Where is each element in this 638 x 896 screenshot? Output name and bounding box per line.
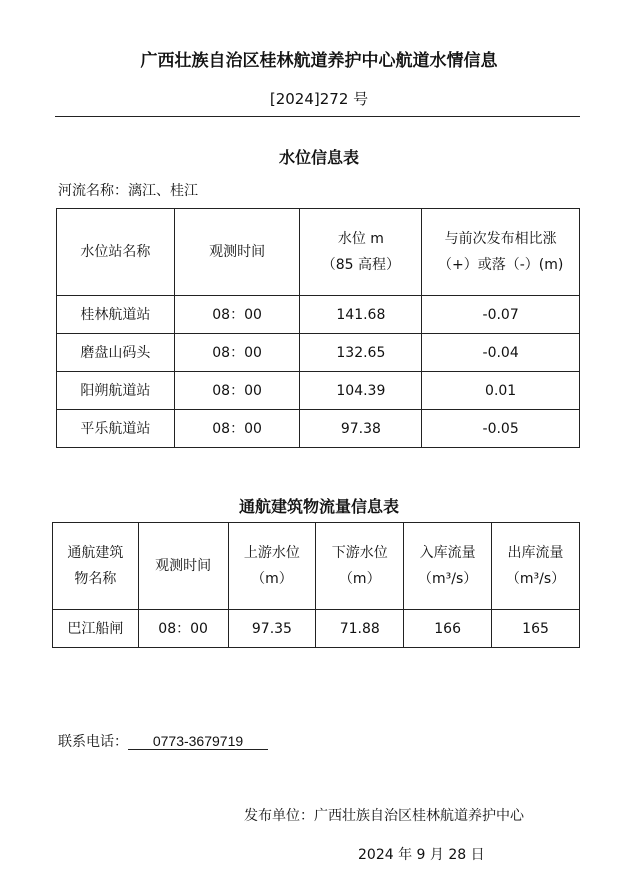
header-time: 观测时间 (174, 209, 300, 296)
station-cell: 平乐航道站 (57, 410, 175, 448)
header-downstream (316, 523, 404, 610)
outflow-cell: 165 (492, 610, 580, 648)
station-cell: 阳朔航道站 (57, 372, 175, 410)
change-cell: -0.07 (422, 296, 580, 334)
level-cell: 97.38 (300, 410, 422, 448)
header-level-line1: 水位 m (337, 231, 384, 247)
level-cell: 141.68 (300, 296, 422, 334)
header-change (422, 209, 580, 296)
level-cell: 104.39 (300, 372, 422, 410)
table-header-row (53, 523, 580, 610)
document-title: 广西壮族自治区桂林航道养护中心航道水情信息 (140, 51, 498, 71)
time-cell: 08：00 (174, 296, 300, 334)
time-cell: 08：00 (174, 372, 300, 410)
header-change-line2: （+）或落（-）(m) (437, 257, 564, 273)
header-station: 水位站名称 (57, 209, 175, 296)
water-level-section-title: 水位信息表 (278, 148, 359, 167)
name-cell: 巴江船闸 (53, 610, 139, 648)
header-downstream-line2: （m） (338, 571, 381, 587)
header-change-line1: 与前次发布相比涨 (444, 231, 557, 247)
inflow-cell: 166 (404, 610, 492, 648)
header-time: 观测时间 (138, 523, 228, 610)
document-number: [2024]272 号 (269, 90, 369, 108)
table-row (57, 372, 580, 410)
header-divider (55, 116, 580, 117)
contact-label: 联系电话： (58, 734, 128, 750)
change-cell: 0.01 (422, 372, 580, 410)
time-cell: 08：00 (174, 410, 300, 448)
header-downstream-line1: 下游水位 (331, 545, 388, 561)
station-cell: 磨盘山码头 (57, 334, 175, 372)
downstream-cell: 71.88 (316, 610, 404, 648)
river-value: 漓江、桂江 (128, 183, 198, 199)
header-name (53, 523, 139, 610)
header-upstream-line2: （m） (251, 571, 293, 587)
header-inflow (404, 523, 492, 610)
table-row (53, 610, 580, 648)
header-level (300, 209, 422, 296)
flow-section-title: 通航建筑物流量信息表 (238, 497, 399, 516)
header-upstream-line1: 上游水位 (243, 545, 300, 561)
header-outflow-line1: 出库流量 (507, 545, 564, 561)
upstream-cell: 97.35 (228, 610, 316, 648)
contact-phone: 0773-3679719 (128, 733, 268, 750)
time-cell: 08：00 (174, 334, 300, 372)
change-cell: -0.04 (422, 334, 580, 372)
contact-line (58, 731, 268, 751)
change-cell: -0.05 (422, 410, 580, 448)
table-row (57, 410, 580, 448)
header-outflow-line2: （m³/s） (505, 571, 566, 587)
level-cell: 132.65 (300, 334, 422, 372)
flow-table (52, 522, 580, 648)
time-cell: 08：00 (138, 610, 228, 648)
header-outflow (492, 523, 580, 610)
issue-date: 2024 年 9 月 28 日 (358, 847, 485, 863)
water-level-table (56, 208, 580, 448)
issuer: 发布单位：广西壮族自治区桂林航道养护中心 (244, 808, 524, 824)
station-cell: 桂林航道站 (57, 296, 175, 334)
table-row (57, 334, 580, 372)
header-name-line2: 物名称 (74, 571, 117, 587)
header-inflow-line1: 入库流量 (419, 545, 476, 561)
header-name-line1: 通航建筑 (67, 545, 124, 561)
river-label: 河流名称： (58, 183, 128, 199)
header-level-line2: （85 高程） (321, 257, 400, 273)
table-header-row (57, 209, 580, 296)
header-upstream (228, 523, 316, 610)
table-row (57, 296, 580, 334)
header-inflow-line2: （m³/s） (417, 571, 478, 587)
river-name (58, 180, 198, 200)
